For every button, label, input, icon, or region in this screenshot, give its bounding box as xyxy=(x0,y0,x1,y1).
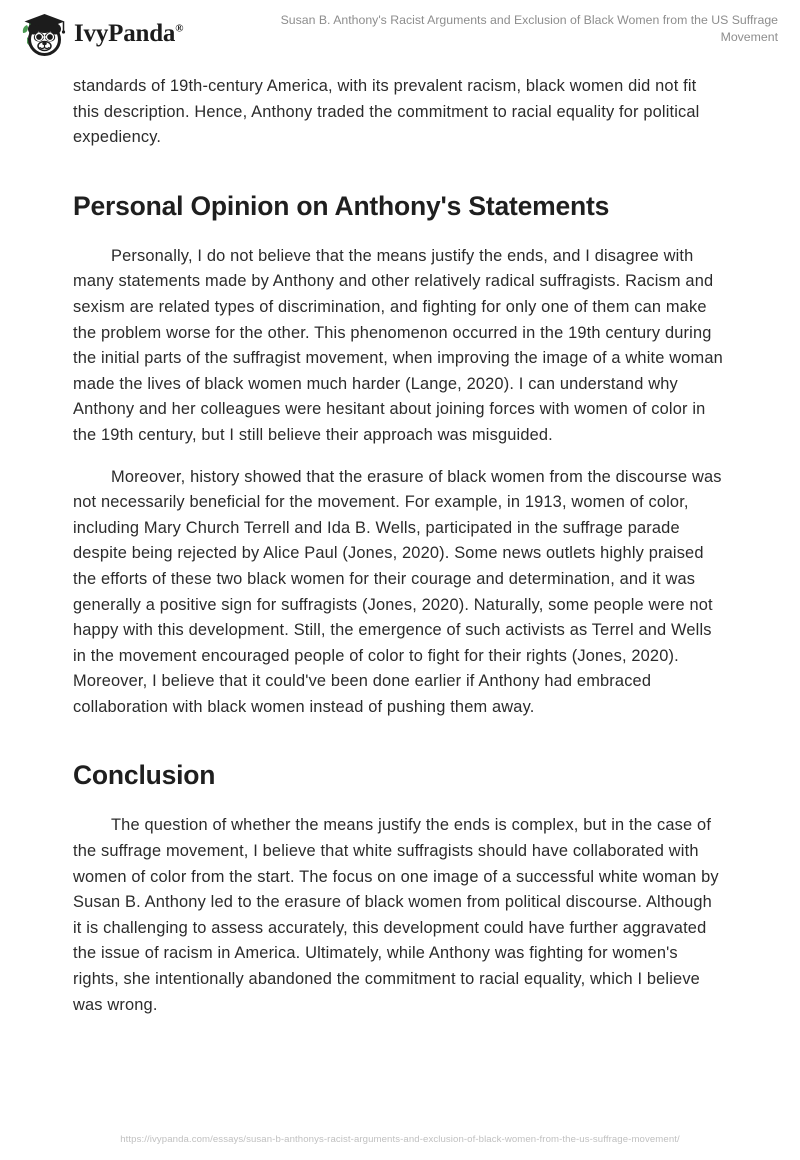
panda-graduate-logo-icon xyxy=(16,8,68,58)
spacer xyxy=(73,791,723,813)
brand-name-text: IvyPanda xyxy=(74,19,176,47)
paragraph: standards of 19th-century America, with its prevalent racism, black women did not fit this description. Hence, Anthony traded the commitment to racial equality for political expediency. xyxy=(73,77,700,147)
spacer xyxy=(73,151,723,190)
spacer xyxy=(73,720,723,759)
paragraph: Moreover, history showed that the erasure of black women from the discourse was not necessarily beneficial for the movement. For example, in 1913, women of color, including Mary Church Terrell and Ida B. Wells, participated in the suffrage parade despite being rejected by Alice Paul (Jones, 2020). Some news outlets highly praised the efforts of these two black women for their courage and determination, and it was generally a positive sign for suffragists (Jones, 2020). Naturally, some people were not happy with this development. Still, the emergence of such activists as Terrel and Wells in the movement encouraged people of color to fight for their rights (Jones, 2020). Moreover, I believe that it could've been done earlier if Anthony had embraced collaboration with black women instead of pushing them away. xyxy=(73,467,722,716)
source-url-link[interactable]: https://ivypanda.com/essays/susan-b-anthonys-racist-arguments-and-exclusion-of-black-women-from-the-us-suffrage-movement/ xyxy=(120,1134,680,1145)
section-heading-personal-opinion: Personal Opinion on Anthony's Statements xyxy=(73,190,610,221)
registered-trademark-symbol: ® xyxy=(175,22,184,35)
brand-name xyxy=(74,21,183,46)
paragraph: Personally, I do not believe that the means justify the ends, and I disagree with many statements made by Anthony and other relatively radical suffragists. Racism and sexism are related types of discrimination, and fighting for only one of them can make the problem worse for the other. This phenomenon occurred in the 19th century during the initial parts of the suffragist movement, when improving the image of a white woman made the lives of black women much harder (Lange, 2020). I can understand why Anthony and her colleagues were hesitant about joining forces with women of color in the 19th century, but I still believe their approach was misguided. xyxy=(73,246,723,444)
brand-logo[interactable] xyxy=(16,8,183,58)
document-title-header: Susan B. Anthony's Racist Arguments and Exclusion of Black Women from the US Suffrage Movement xyxy=(280,13,778,44)
page-header xyxy=(0,0,800,62)
section-heading-conclusion: Conclusion xyxy=(73,760,216,791)
page-footer xyxy=(0,1114,800,1160)
paragraph: The question of whether the means justify the ends is complex, but in the case of the suffrage movement, I believe that white suffragists should have collaborated with women of color from the start. The focus on one image of a successful white woman by Susan B. Anthony led to the erasure of black women from political discourse. Although it is challenging to assess accurately, this development could have further aggravated the issue of racism in America. Ultimately, while Anthony was fighting for women's rights, she intentionally abandoned the commitment to racial equality, which I believe was wrong. xyxy=(73,816,719,1014)
document-body xyxy=(73,74,723,1018)
spacer xyxy=(73,222,723,244)
